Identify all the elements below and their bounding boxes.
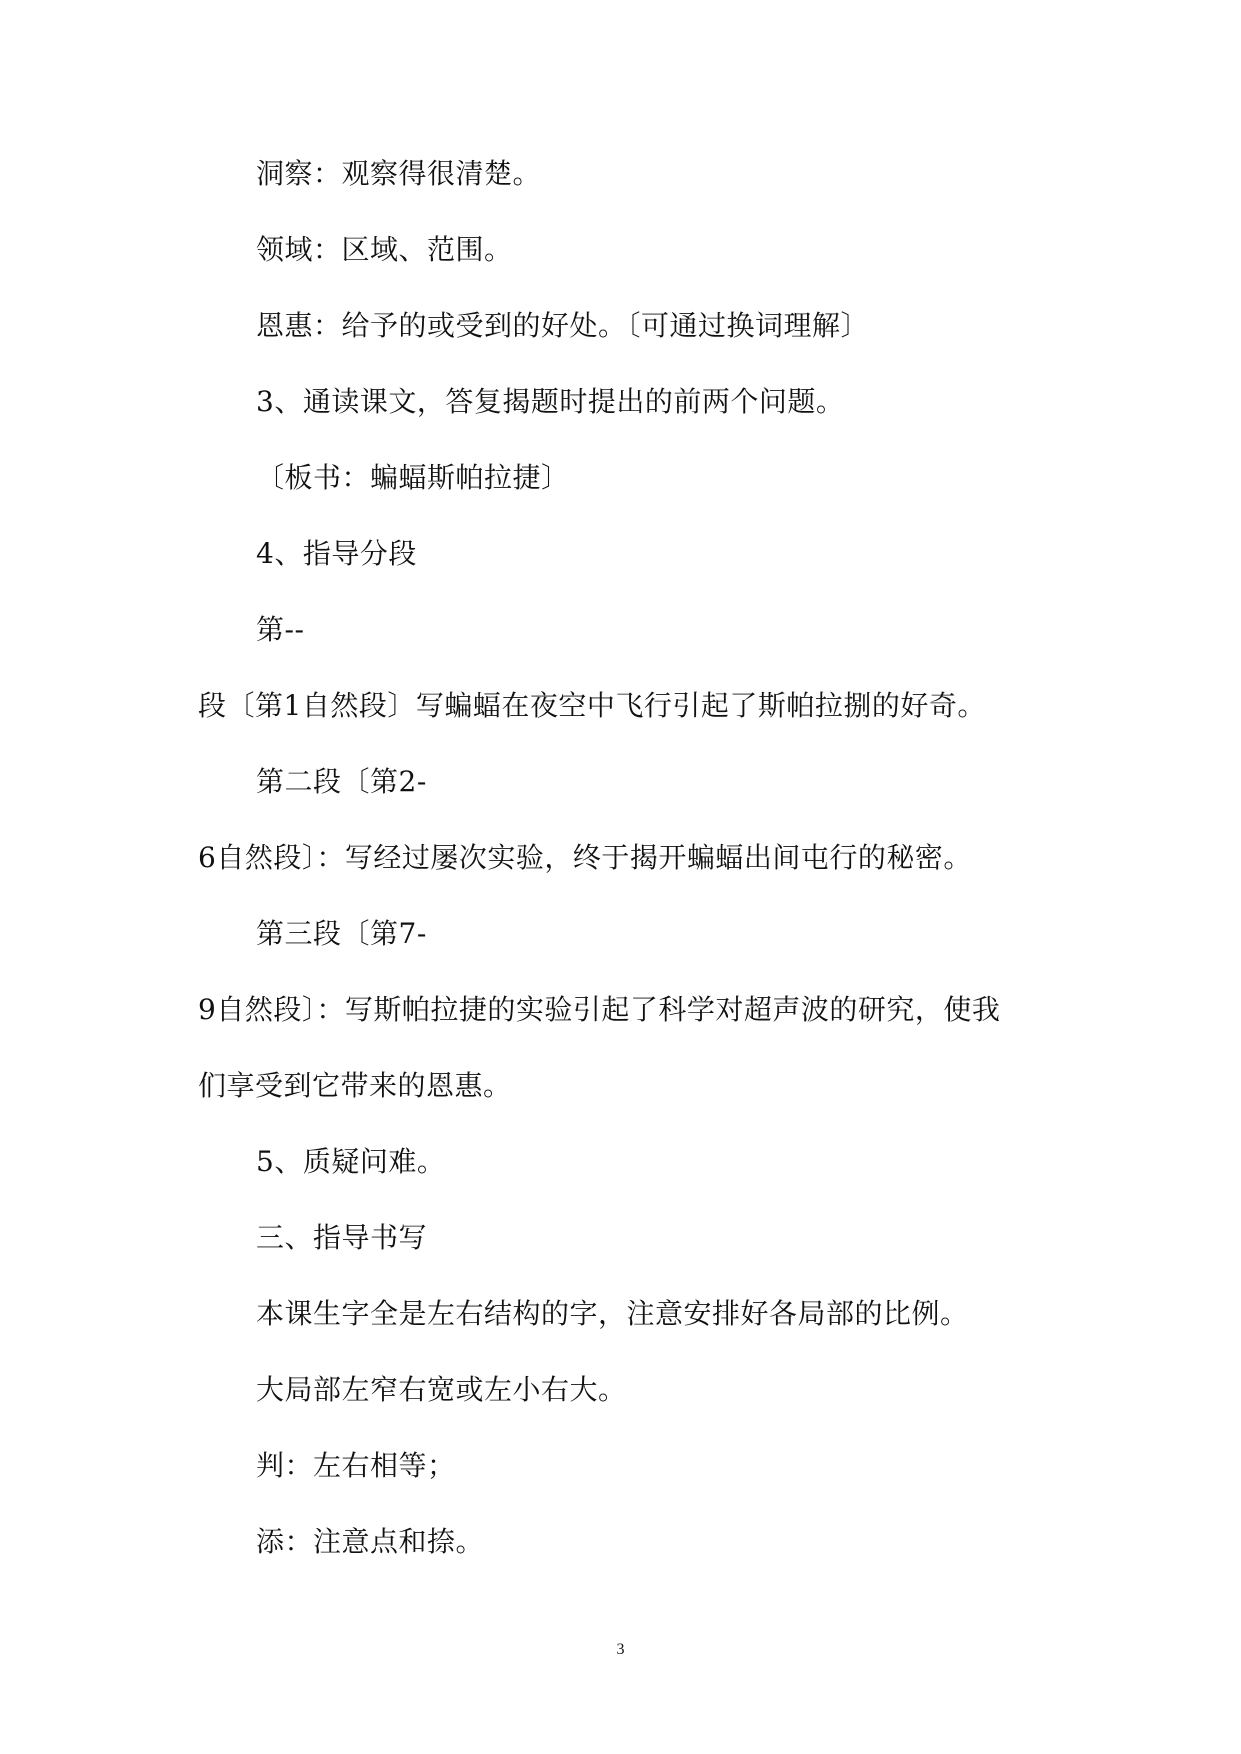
section-2-label: 第二段〔第2- — [256, 765, 427, 798]
step-3-read-text: 3、通读课文，答复揭题时提出的前两个问题。 — [256, 385, 845, 418]
step-5-heading: 5、质疑问难。 — [256, 1145, 446, 1178]
blackboard-note: 〔板书：蝙蝠斯帕拉捷〕 — [256, 461, 570, 494]
character-tian-note: 添：注意点和捺。 — [256, 1525, 485, 1558]
part-3-heading: 三、指导书写 — [256, 1221, 428, 1254]
character-pan-note: 判：左右相等； — [256, 1449, 456, 1482]
definition-dongcha: 洞察：观察得很清楚。 — [256, 157, 542, 190]
section-3-description: 9自然段〕：写斯帕拉捷的实验引起了科学对超声波的研究，使我 — [198, 993, 1001, 1026]
page-number: 3 — [616, 1641, 625, 1658]
section-1-description: 段〔第1自然段〕写蝙蝠在夜空中飞行引起了斯帕拉捌的好奇。 — [198, 689, 986, 722]
section-3-label: 第三段〔第7- — [256, 917, 427, 950]
definition-lingyu: 领域：区域、范围。 — [256, 233, 513, 266]
writing-guidance: 本课生字全是左右结构的字，注意安排好各局部的比例。 — [256, 1297, 969, 1330]
section-1-label: 第-- — [256, 613, 305, 646]
section-3-description-cont: 们享受到它带来的恩惠。 — [198, 1069, 512, 1102]
step-4-heading: 4、指导分段 — [256, 537, 417, 570]
definition-enhui: 恩惠：给予的或受到的好处。〔可通过换词理解〕 — [256, 309, 870, 342]
section-2-description: 6自然段〕：写经过屡次实验，终于揭开蝙蝠出间屯行的秘密。 — [198, 841, 972, 874]
writing-rule: 大局部左窄右宽或左小右大。 — [256, 1373, 627, 1406]
